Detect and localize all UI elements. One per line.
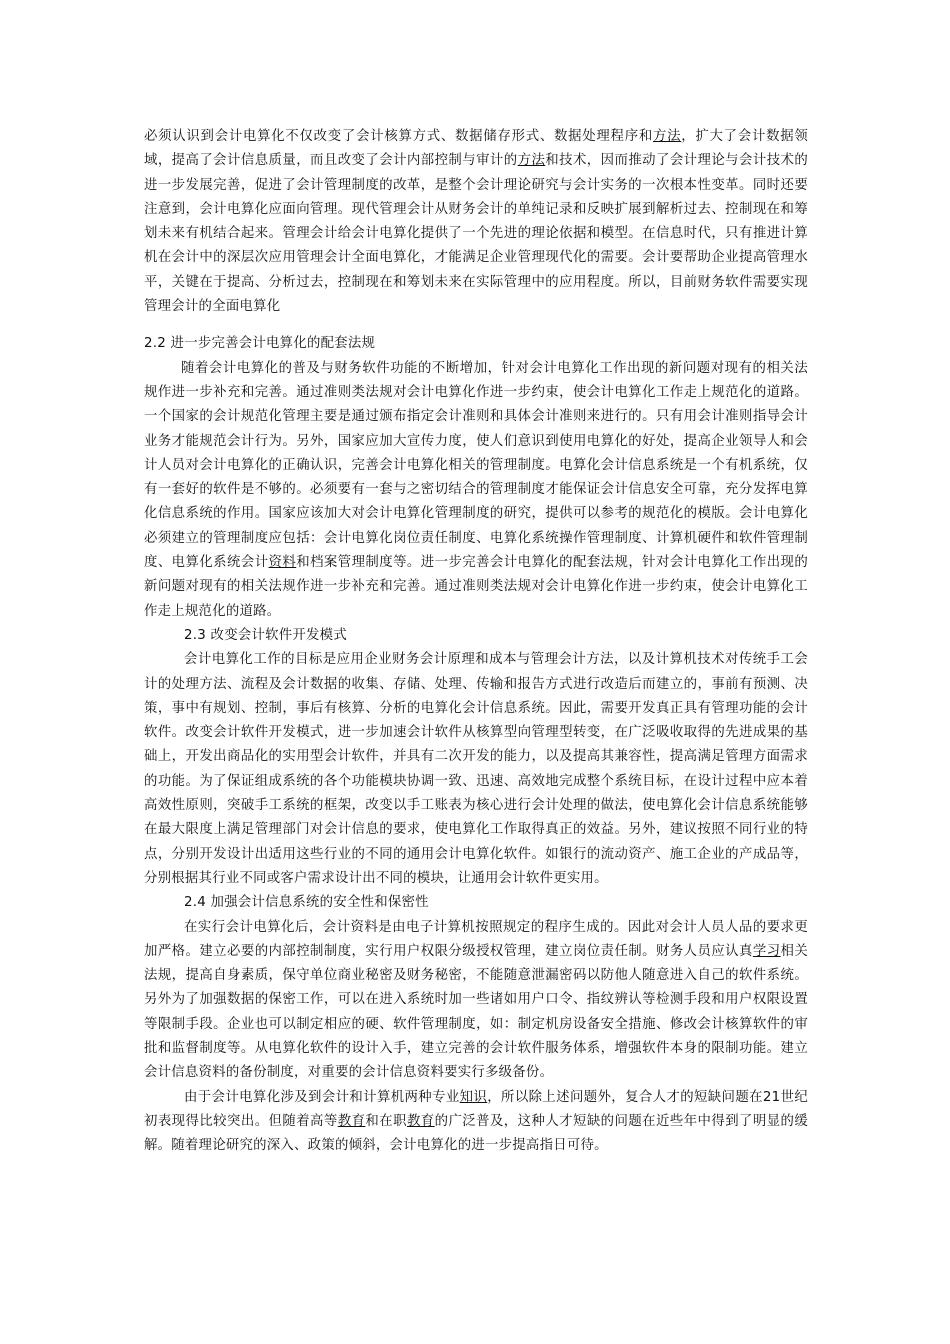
text-span: 的广泛普及，这种人才短缺的问题在近些年中得到了明显的缓解。随着理论研究的深入、政策的倾斜，会计电算化的进一步提高指日可待。 [144,1113,809,1154]
text-span: 和档案管理制度等。进一步完善会计电算化的配套法规，针对会计电算化工作出现的新问题对现有的相关法规作进一步补充和完善。通过准则类法规对会计电算化作进一步约束，使会计电算化工作走上规范化的道路。 [144,555,809,619]
text-span: 由于会计电算化涉及到会计和计算机两种专业 [184,1089,460,1105]
hyperlink-study[interactable]: 学习 [752,943,781,959]
section-heading-2-4: 2.4 加强会计信息系统的安全性和保密性 [184,895,429,911]
hyperlink-education[interactable]: 教育 [406,1113,435,1129]
text-span: 在实行会计电算化后，会计资料是由电子计算机按照规定的程序生成的。因此对会计人员人品的要求更加严格。建立必要的内部控制制度，实行用户权限分级授权管理，建立岗位责任制。财务人员应认真 [144,919,808,959]
hyperlink-materials[interactable]: 资料 [268,555,297,571]
text-span: 相关法规，提高自身素质，保守单位商业秘密及财务秘密，不能随意泄漏密码以防他人随意进入自己的软件系统。另外为了加强数据的保密工作，可以在进入系统时加一些诸如用户口令、指纹辨认等检测手段和用户权限设置等限制手段。企业也可以制定相应的硬、软件管理制度，如：制定机房设备安全措施、修改会计核算软件的审批和监督制度等。从电算化软件的设计入手，建立完善的会计软件服务体系，增强软件本身的限制功能。建立会计信息资料的备份制度，对重要的会计信息资料要实行多级备份。 [144,943,809,1081]
section-2-3-paragraph: 会计电算化工作的目标是应用企业财务会计原理和成本与管理会计方法，以及计算机技术对传统手工会计的处理方法、流程及会计数据的收集、存储、处理、传输和报告方式进行改造后而建立的，事前有预测、决策，事中有规划、控制，事后有核算、分析的电算化会计信息系统。因此，需要开发真正具有管理功能的会计软件。改变会计软件开发模式，进一步加速会计软件从核算型向管理型转变，在广泛吸收取得的先进成果的基础上，开发出商品化的实用型会计软件，并具有二次开发的能力，以及提高其兼容性，提高满足管理方面需求的功能。为了保证组成系统的各个功能模块协调一致、迅速、高效地完成整个系统目标，在设计过程中应本着高效性原则，突破手工系统的框架，改变以手工账表为核心进行会计处理的做法，使电算化会计信息系统能够在最大限度上满足管理部门对会计信息的要求，使电算化工作取得真正的效益。另外，建议按照不同行业的特点，分别开发设计出适用这些行业的不同的通用会计电算化软件。如银行的流动资产、施工企业的产成品等，分别根据其行业不同或客户需求设计出不同的模块，让通用会计软件更实用。 [144,652,808,886]
closing-paragraph [144,1086,808,1159]
section-2-4-paragraph [144,916,808,1086]
hyperlink-education[interactable]: 教育 [337,1113,366,1129]
text-span: 必须认识到会计电算化不仅改变了会计核算方式、数据储存形式、数据处理程序和 [144,129,653,144]
section-2-2-paragraph [144,357,808,624]
section-heading-2-3: 2.3 改变会计软件开发模式 [184,627,347,643]
hyperlink-method[interactable]: 方法 [517,153,546,169]
text-span: ，所以除上述问题外，复合人才的短缺问题在21世纪初表现得比较突出。但随着高等 [144,1089,809,1129]
text-span: 和在职 [365,1113,407,1129]
section-heading-2-2: 2.2 进一步完善会计电算化的配套法规 [144,336,376,352]
hyperlink-knowledge[interactable]: 知识 [459,1089,488,1105]
intro-paragraph [144,125,808,319]
text-span: 和技术，因而推动了会计理论与会计技术的进一步发展完善，促进了会计管理制度的改革，是整个会计理论研究与会计实务的一次根本性变革。同时还要注意到，会计电算化应面向管理。现代管理会计从财务会计的单纯记录和反映扩展到解析过去、控制现在和筹划未来有机结合起来。管理会计给会计电算化提供了一个先进的理论依据和模型。在信息时代，只有推进计算机在会计中的深层次应用管理会计全面电算化，才能满足企业管理现代化的需要。会计要帮助企业提高管理水平，关键在于提高、分析过去，控制现在和筹划未来在实际管理中的应用程度。所以，目前财务软件需要实现管理会计的全面电算化 [144,153,809,315]
hyperlink-method[interactable]: 方法 [652,129,682,144]
text-span: 随着会计电算化的普及与财务软件功能的不断增加，针对会计电算化工作出现的新问题对现有的相关法规作进一步补充和完善。通过准则类法规对会计电算化作进一步约束，使会计电算化工作走上规范化的道路。一个国家的会计规范化管理主要是通过颁布指定会计准则和具体会计准则来进行的。只有用会计准则指导会计业务才能规范会计行为。另外，国家应加大宣传力度，使人们意识到使用电算化的好处，提高企业领导人和会计人员对会计电算化的正确认识，完善会计电算化相关的管理制度。电算化会计信息系统是一个有机系统，仅有一套好的软件是不够的。必须要有一套与之密切结合的管理制度才能保证会计信息安全可靠，充分发挥电算化信息系统的作用。国家应该加大对会计电算化管理制度的研究，提供可以参考的规范化的模版。会计电算化必须建立的管理制度应包括：会计电算化岗位责任制度、电算化系统操作管理制度、计算机硬件和软件管理制度、电算化系统会计 [144,360,808,571]
text-span: ，扩大了会计数据领域，提高了会计信息质量，而且改变了会计内部控制与审计的 [144,129,809,169]
document-page [144,0,808,1158]
